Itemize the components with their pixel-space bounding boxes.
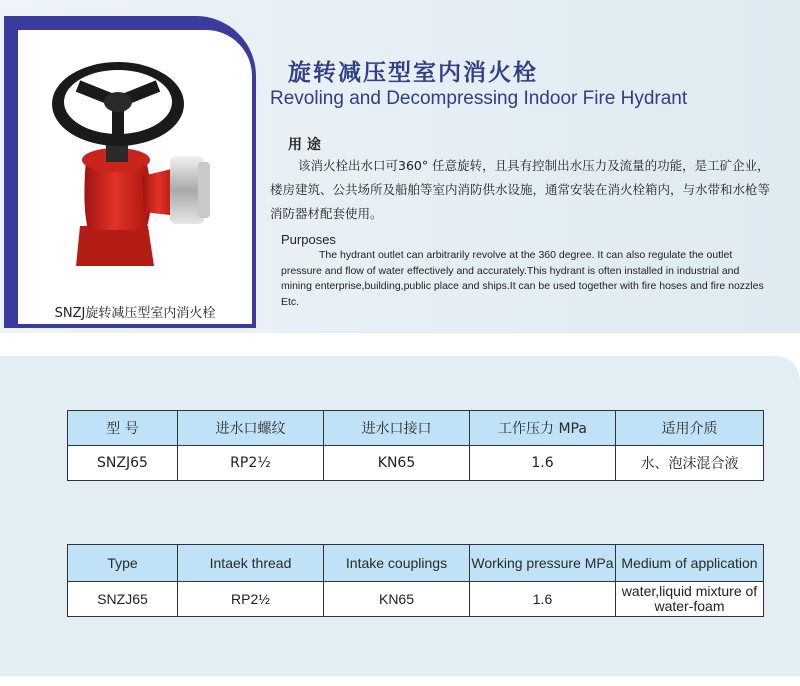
header-cell-coupling: 进水口接口 [324,411,470,446]
header-cell-type: Type [68,545,178,582]
cell-coupling: KN65 [324,446,470,481]
usage-body: 该消火栓出水口可360° 任意旋转，且具有控制出水压力及流量的功能，是工矿企业，楼房建筑、公共场所及船舶等室内消防供水设施，通常安装在消火栓箱内，与水带和水枪等消防器材配套使用。 [270,158,771,221]
cell-pressure: 1.6 [470,582,616,617]
table-row [68,446,764,481]
header-cell-model: 型 号 [68,411,178,446]
header-cell-pressure: 工作压力 MPa [470,411,616,446]
cell-thread: RP2½ [178,446,324,481]
cell-coupling: KN65 [324,582,470,617]
usage-heading: 用 途 [288,137,321,153]
fire-hydrant-image [18,30,252,300]
cell-type: SNZJ65 [68,582,178,617]
purposes-heading: Purposes [281,232,336,247]
table-header-row [68,545,764,582]
purposes-body: The hydrant outlet can arbitrarily revolve at the 360 degree. It can also regulate the outlet pressure and flow of water effectively and accurately.This hydrant is often installed in industrial and mining enterprise,building,public place and ships.It can be used together with fire hoses and fire nozzles Etc. [281,249,764,308]
header-cell-medium: 适用介质 [616,411,764,446]
header-cell-medium: Medium of application [616,545,764,582]
cell-model: SNZJ65 [68,446,178,481]
header-cell-pressure: Working pressure MPa [470,545,616,582]
header-cell-thread: Intaek thread [178,545,324,582]
header-cell-coupling: Intake couplings [324,545,470,582]
product-photo [18,30,252,324]
cell-thread: RP2½ [178,582,324,617]
spec-table-cn [67,410,764,481]
product-photo-frame [4,16,256,328]
page-title-cn: 旋转减压型室内消火栓 [288,60,538,86]
header-cell-thread: 进水口螺纹 [178,411,324,446]
table-header-row [68,411,764,446]
cell-medium: water,liquid mixture of water-foam [616,582,764,617]
product-caption: SNZJ旋转减压型室内消火栓 [54,306,216,321]
cell-medium: 水、泡沫混合液 [616,446,764,481]
spec-table-en [67,544,764,617]
spec-panel [0,356,800,676]
page-title-en: Revoling and Decompressing Indoor Fire Hydrant [270,88,688,109]
cell-pressure: 1.6 [470,446,616,481]
table-row [68,582,764,617]
